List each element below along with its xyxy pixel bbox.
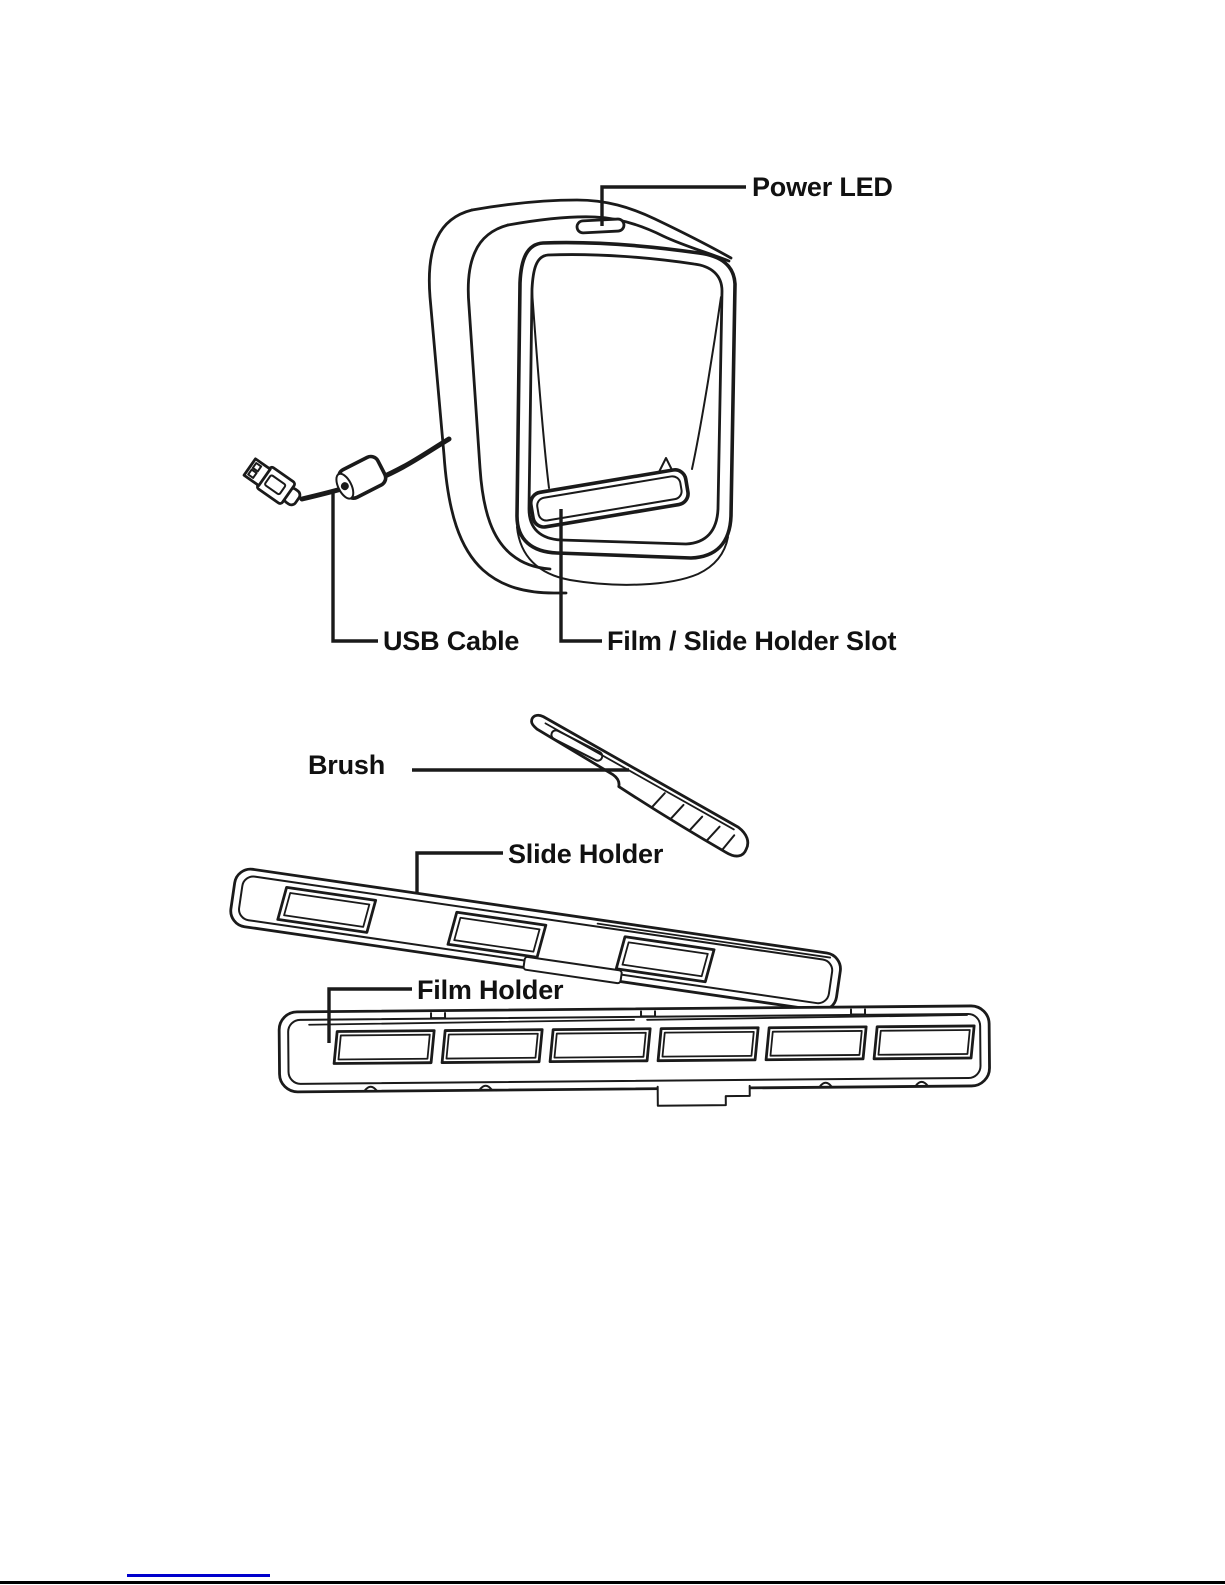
usb-cable-label: USB Cable [383, 626, 520, 656]
slot-leader-line [561, 509, 602, 641]
power-led-label: Power LED [752, 172, 893, 202]
brush-illustration [518, 713, 758, 861]
film-holder-illustration [279, 1006, 990, 1109]
slide-holder-leader-line [417, 853, 503, 893]
film-holder-label: Film Holder [417, 975, 564, 1005]
brush-label: Brush [308, 750, 386, 780]
usb-cable-leader-line [333, 493, 378, 641]
usb-cable-illustration [242, 439, 449, 511]
film-slide-holder-slot-label: Film / Slide Holder Slot [607, 626, 897, 656]
ferrite-bead-drawing [332, 454, 388, 503]
usb-plug-drawing [242, 456, 304, 511]
slide-holder-label: Slide Holder [508, 839, 664, 869]
scanner-illustration [429, 200, 735, 593]
footer-link[interactable] [127, 1574, 270, 1577]
film-slide-holder-slot-drawing [529, 468, 690, 528]
page-bottom-border [0, 1581, 1225, 1584]
